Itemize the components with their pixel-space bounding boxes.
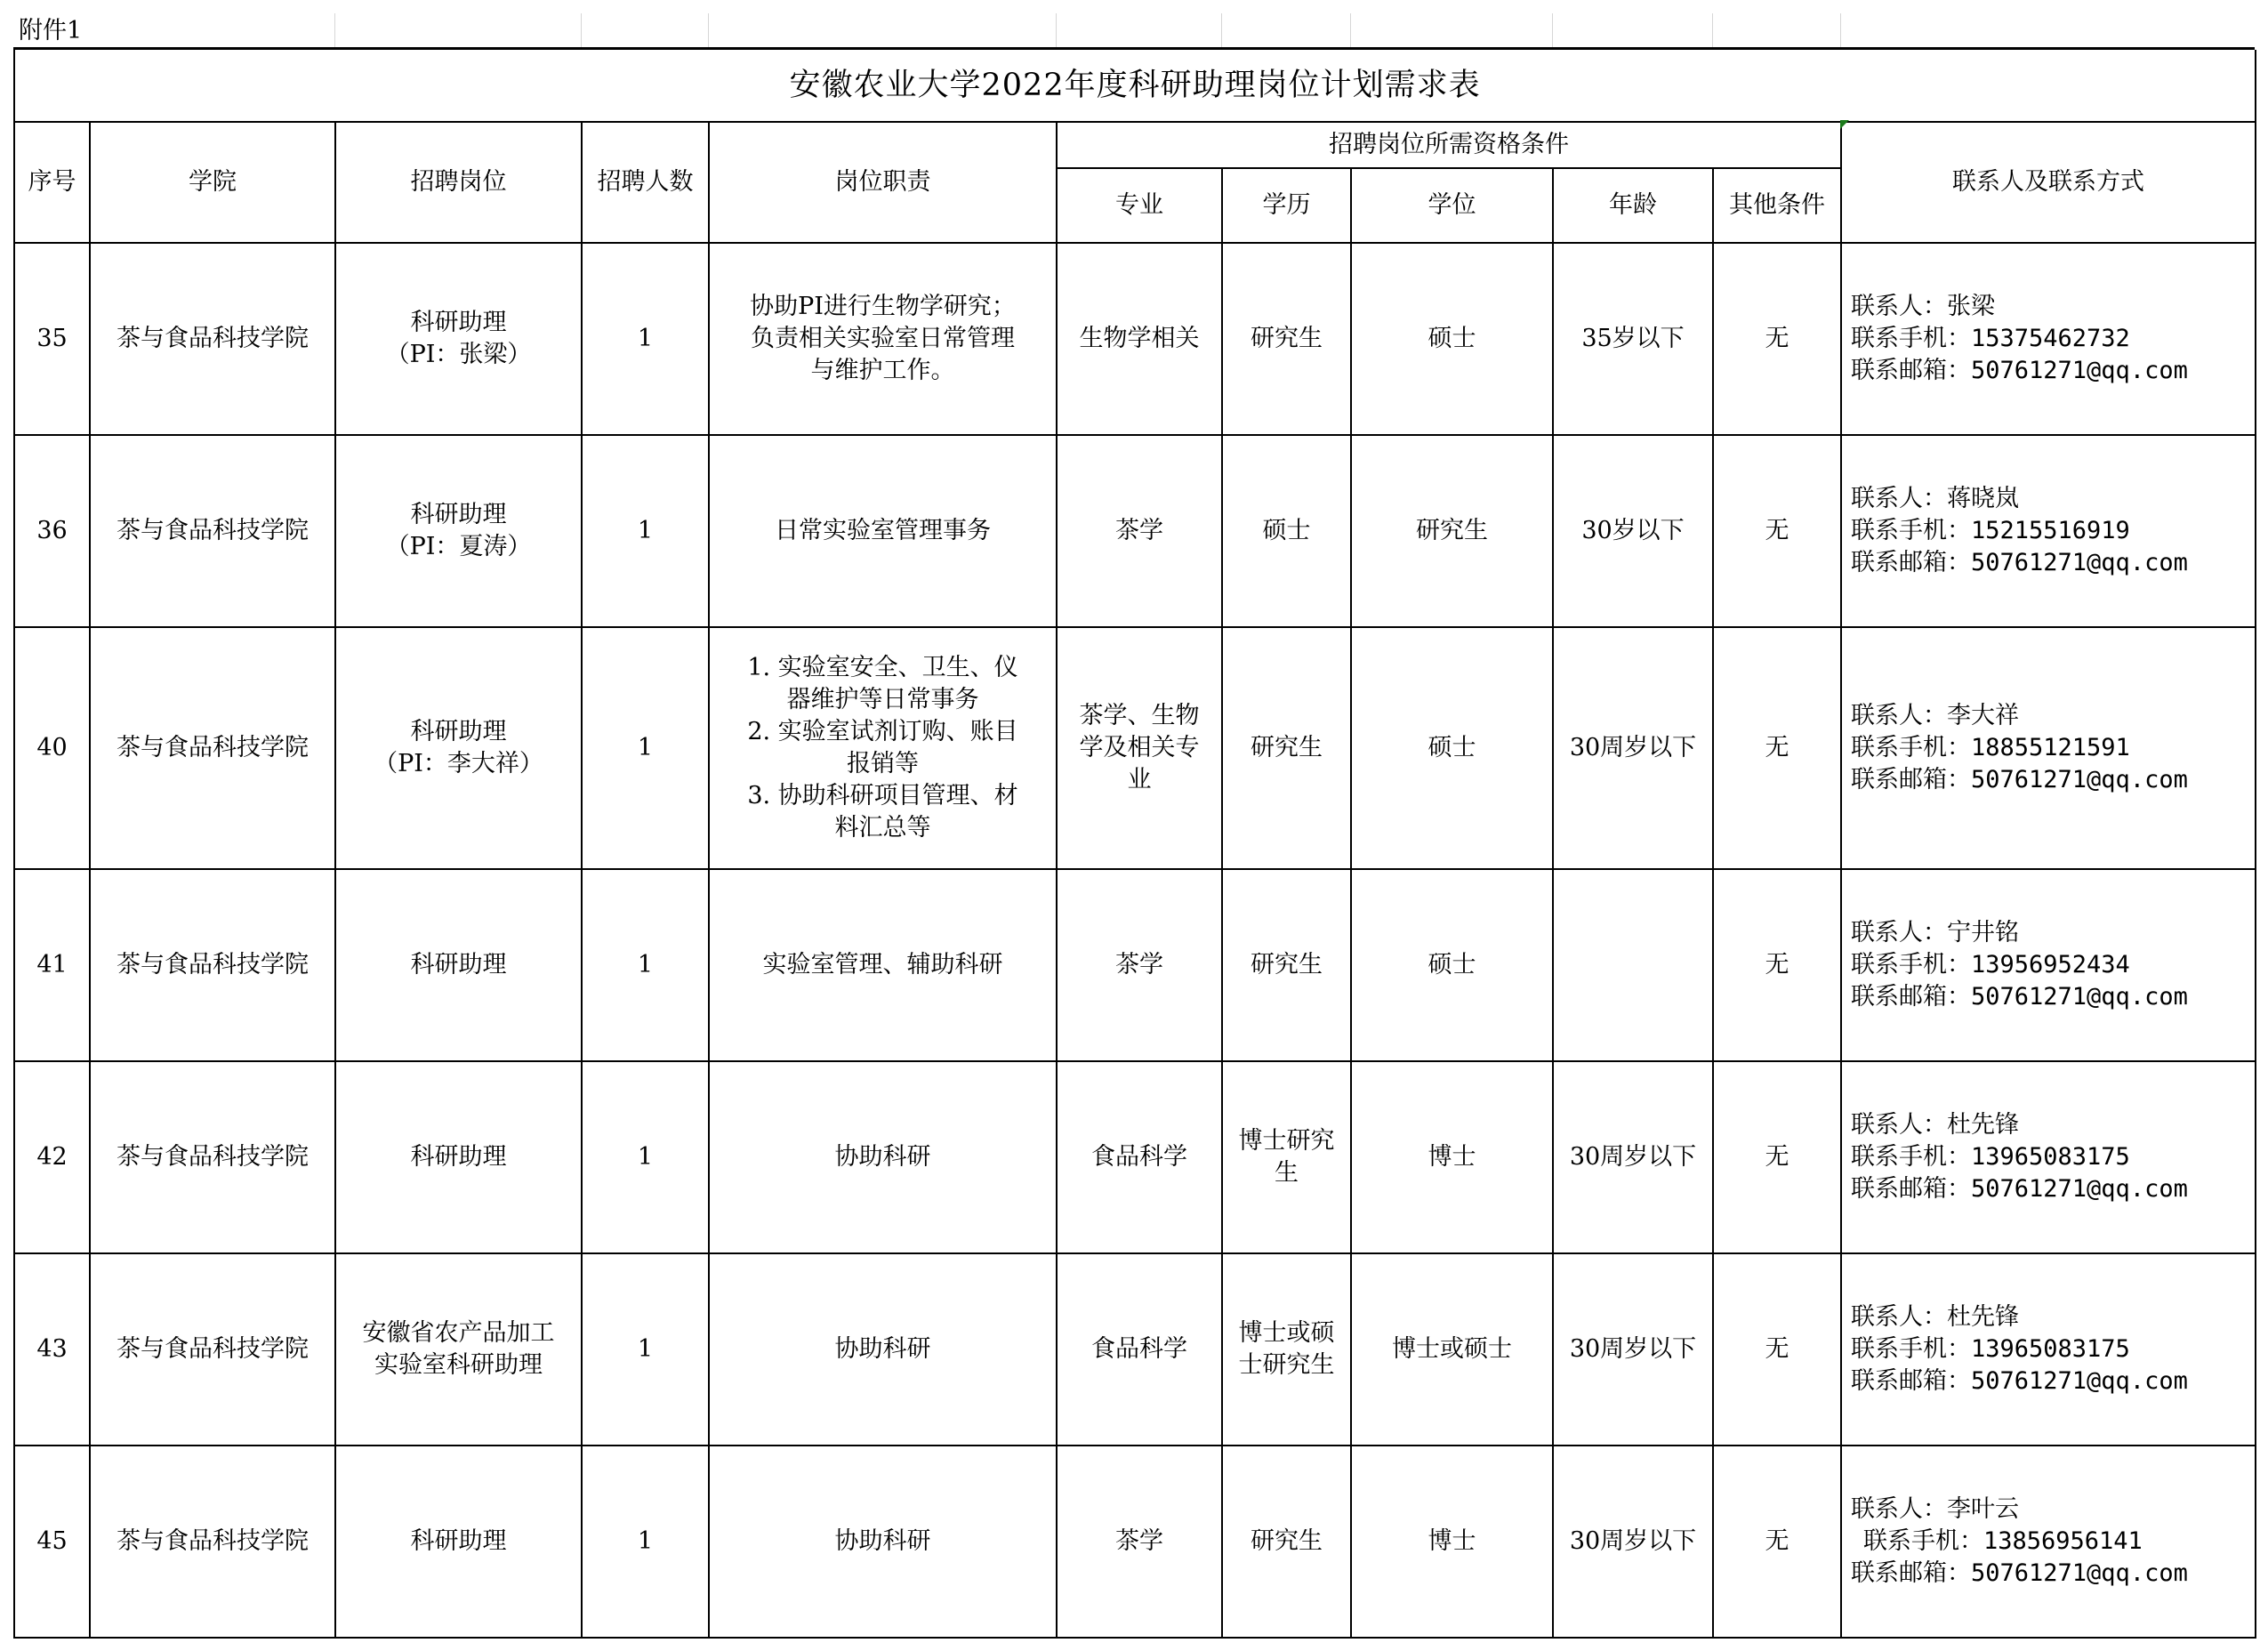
- attachment-label[interactable]: 附件1: [19, 17, 83, 44]
- cell-age[interactable]: [1553, 1061, 1713, 1253]
- cell-college[interactable]: [90, 869, 335, 1061]
- cell-other[interactable]: [1713, 869, 1841, 1061]
- duties-line: 协助科研: [834, 1527, 931, 1555]
- table-title[interactable]: 安徽农业大学2022年度科研助理岗位计划需求表: [14, 50, 2256, 122]
- contact-email: 联系邮箱：50761271@qq.com: [1851, 357, 2188, 384]
- cell-education[interactable]: [1222, 1061, 1351, 1253]
- header-other[interactable]: 其他条件: [1713, 168, 1841, 243]
- count-value: 1: [637, 734, 654, 761]
- degree-value: 硕士: [1428, 325, 1476, 352]
- duties-line: 协助科研: [834, 1143, 931, 1171]
- cell-position[interactable]: [335, 1446, 582, 1638]
- cell-contact[interactable]: [1841, 627, 2256, 869]
- contact-phone: 联系手机：15215516919: [1851, 517, 2130, 544]
- table-row: [14, 435, 2256, 627]
- other-value: 无: [1765, 517, 1789, 544]
- degree-value: 博士: [1428, 1527, 1476, 1555]
- major_lines-line: 学及相关专: [1079, 734, 1200, 761]
- cell-education[interactable]: [1222, 627, 1351, 869]
- header-education[interactable]: 学历: [1222, 168, 1351, 243]
- cell-education[interactable]: [1222, 243, 1351, 435]
- education-value: 研究生: [1251, 325, 1323, 352]
- cell-duties[interactable]: [709, 627, 1057, 869]
- cell-major[interactable]: [1057, 435, 1222, 627]
- position-line: 科研助理: [410, 951, 507, 979]
- cell-degree[interactable]: [1351, 243, 1553, 435]
- college-value: 茶与食品科技学院: [117, 951, 309, 979]
- cell-age[interactable]: [1553, 243, 1713, 435]
- cell-major[interactable]: [1057, 869, 1222, 1061]
- duties-line: 协助PI进行生物学研究；: [750, 293, 1016, 320]
- count-value: 1: [637, 1335, 654, 1363]
- cell-degree[interactable]: [1351, 435, 1553, 627]
- contact-email: 联系邮箱：50761271@qq.com: [1851, 1367, 2188, 1395]
- position-line: 科研助理: [410, 1143, 507, 1171]
- position-line: 安徽省农产品加工: [362, 1319, 555, 1347]
- duties-line: 报销等: [847, 750, 919, 777]
- attachment-row: [13, 13, 2255, 50]
- cell-contact[interactable]: [1841, 435, 2256, 627]
- contact-email: 联系邮箱：50761271@qq.com: [1851, 1559, 2188, 1587]
- cell-duties[interactable]: [709, 1061, 1057, 1253]
- age-value: 35岁以下: [1581, 325, 1685, 352]
- contact-person: 联系人：李叶云: [1851, 1495, 2019, 1523]
- cell-college[interactable]: [90, 1253, 335, 1446]
- college-value: 茶与食品科技学院: [117, 734, 309, 761]
- cell-position[interactable]: [335, 435, 582, 627]
- cell-college[interactable]: [90, 435, 335, 627]
- contact-phone: 联系手机：13856956141: [1863, 1527, 2143, 1555]
- contact-person: 联系人：蒋晓岚: [1851, 485, 2019, 512]
- header-duties[interactable]: 岗位职责: [709, 122, 1057, 243]
- duties-line: 日常实验室管理事务: [775, 517, 991, 544]
- cell-duties[interactable]: [709, 1446, 1057, 1638]
- cell-age[interactable]: [1553, 435, 1713, 627]
- header-contact[interactable]: 联系人及联系方式: [1841, 122, 2256, 243]
- recruitment-table: [13, 50, 2256, 1639]
- cell-comment-marker: [1840, 120, 1849, 129]
- cell-position[interactable]: [335, 243, 582, 435]
- seq-value: 43: [36, 1335, 68, 1363]
- contact-person: 联系人：宁井铭: [1851, 919, 2019, 946]
- education_lines-line: 士研究生: [1238, 1351, 1335, 1379]
- major-value: 生物学相关: [1079, 325, 1200, 352]
- contact-phone: 联系手机：15375462732: [1851, 325, 2130, 352]
- cell-degree[interactable]: [1351, 1446, 1553, 1638]
- degree-value: 硕士: [1428, 734, 1476, 761]
- contact-phone: 联系手机：13965083175: [1851, 1335, 2130, 1363]
- seq-value: 42: [36, 1143, 68, 1171]
- table-row: [14, 627, 2256, 869]
- cell-education[interactable]: [1222, 1253, 1351, 1446]
- duties-line: 器维护等日常事务: [786, 686, 979, 713]
- duties-line: 负责相关实验室日常管理: [751, 325, 1015, 352]
- contact-phone: 联系手机：18855121591: [1851, 734, 2130, 761]
- contact-person: 联系人：张梁: [1851, 293, 1995, 320]
- contact-email: 联系邮箱：50761271@qq.com: [1851, 983, 2188, 1011]
- cell-duties[interactable]: [709, 243, 1057, 435]
- education_lines-line: 博士或硕: [1238, 1319, 1335, 1347]
- duties-line: 协助科研: [834, 1335, 931, 1363]
- education-value: 研究生: [1251, 1527, 1323, 1555]
- count-value: 1: [637, 951, 654, 979]
- cell-major[interactable]: [1057, 1253, 1222, 1446]
- position-line: （PI：夏涛）: [385, 533, 532, 560]
- other-value: 无: [1765, 734, 1789, 761]
- cell-other[interactable]: [1713, 1253, 1841, 1446]
- other-value: 无: [1765, 951, 1789, 979]
- cell-degree[interactable]: [1351, 627, 1553, 869]
- count-value: 1: [637, 517, 654, 544]
- cell-count[interactable]: [582, 435, 709, 627]
- cell-count[interactable]: [582, 627, 709, 869]
- cell-seq[interactable]: [14, 1061, 90, 1253]
- cell-major[interactable]: [1057, 1061, 1222, 1253]
- count-value: 1: [637, 325, 654, 352]
- position-line: 科研助理: [410, 501, 507, 528]
- cell-seq[interactable]: [14, 1253, 90, 1446]
- cell-seq[interactable]: [14, 1446, 90, 1638]
- position-line: 科研助理: [410, 309, 507, 336]
- position-line: 科研助理: [410, 718, 507, 745]
- education-value: 研究生: [1251, 734, 1323, 761]
- cell-age[interactable]: [1553, 869, 1713, 1061]
- contact-phone: 联系手机：13965083175: [1851, 1143, 2130, 1171]
- position-line: （PI：李大祥）: [374, 750, 543, 777]
- cell-position[interactable]: [335, 627, 582, 869]
- header-count[interactable]: 招聘人数: [582, 122, 709, 243]
- duties-line: 2. 实验室试剂订购、账目: [747, 718, 1018, 745]
- major-value: 茶学: [1115, 1527, 1163, 1555]
- header-age[interactable]: 年龄: [1553, 168, 1713, 243]
- table-row: [14, 243, 2256, 435]
- contact-email: 联系邮箱：50761271@qq.com: [1851, 549, 2188, 576]
- duties-line: 实验室管理、辅助科研: [762, 951, 1003, 979]
- cell-age[interactable]: [1553, 627, 1713, 869]
- duties-line: 1. 实验室安全、卫生、仪: [747, 654, 1018, 681]
- cell-seq[interactable]: [14, 627, 90, 869]
- header-major[interactable]: 专业: [1057, 168, 1222, 243]
- duties-line: 料汇总等: [834, 814, 931, 842]
- table-row: [14, 1061, 2256, 1253]
- cell-major[interactable]: [1057, 1446, 1222, 1638]
- age-value: 30周岁以下: [1569, 1527, 1697, 1555]
- major-value: 茶学: [1115, 517, 1163, 544]
- age-value: 30岁以下: [1581, 517, 1685, 544]
- count-value: 1: [637, 1527, 654, 1555]
- college-value: 茶与食品科技学院: [117, 1335, 309, 1363]
- cell-contact[interactable]: [1841, 1253, 2256, 1446]
- position-line: （PI：张梁）: [385, 341, 532, 368]
- major-value: 食品科学: [1091, 1335, 1187, 1363]
- cell-position[interactable]: [335, 869, 582, 1061]
- cell-contact[interactable]: [1841, 869, 2256, 1061]
- seq-value: 40: [36, 734, 68, 761]
- cell-position[interactable]: [335, 1061, 582, 1253]
- header-position[interactable]: 招聘岗位: [335, 122, 582, 243]
- cell-other[interactable]: [1713, 243, 1841, 435]
- cell-count[interactable]: [582, 1253, 709, 1446]
- seq-value: 36: [36, 517, 68, 544]
- seq-value: 45: [36, 1527, 68, 1555]
- education-value: 研究生: [1251, 951, 1323, 979]
- contact-person: 联系人：杜先锋: [1851, 1303, 2019, 1331]
- table-row: [14, 1446, 2256, 1638]
- table-row: [14, 1253, 2256, 1446]
- position-line: 实验室科研助理: [374, 1351, 543, 1379]
- college-value: 茶与食品科技学院: [117, 1143, 309, 1171]
- header-qualifications[interactable]: 招聘岗位所需资格条件: [1057, 122, 1841, 168]
- major_lines-line: 茶学、生物: [1079, 702, 1200, 729]
- header-seq[interactable]: 序号: [14, 122, 90, 243]
- degree-value: 博士或硕士: [1392, 1335, 1512, 1363]
- major-value: 茶学: [1115, 951, 1163, 979]
- contact-phone: 联系手机：13956952434: [1851, 951, 2130, 979]
- education-value: 硕士: [1262, 517, 1311, 544]
- cell-contact[interactable]: [1841, 1061, 2256, 1253]
- cell-major[interactable]: [1057, 243, 1222, 435]
- other-value: 无: [1765, 325, 1789, 352]
- cell-duties[interactable]: [709, 435, 1057, 627]
- college-value: 茶与食品科技学院: [117, 325, 309, 352]
- cell-degree[interactable]: [1351, 1061, 1553, 1253]
- cell-age[interactable]: [1553, 1253, 1713, 1446]
- cell-education[interactable]: [1222, 1446, 1351, 1638]
- cell-seq[interactable]: [14, 869, 90, 1061]
- age-value: 30周岁以下: [1569, 1335, 1697, 1363]
- cell-other[interactable]: [1713, 627, 1841, 869]
- cell-count[interactable]: [582, 1061, 709, 1253]
- cell-other[interactable]: [1713, 1061, 1841, 1253]
- cell-contact[interactable]: [1841, 1446, 2256, 1638]
- seq-value: 35: [36, 325, 68, 352]
- header-degree[interactable]: 学位: [1351, 168, 1553, 243]
- degree-value: 博士: [1428, 1143, 1476, 1171]
- major_lines-line: 业: [1127, 766, 1152, 793]
- cell-college[interactable]: [90, 1446, 335, 1638]
- contact-email: 联系邮箱：50761271@qq.com: [1851, 766, 2188, 793]
- cell-education[interactable]: [1222, 869, 1351, 1061]
- age-value: 30周岁以下: [1569, 1143, 1697, 1171]
- duties-line: 与维护工作。: [810, 357, 955, 384]
- degree-value: 研究生: [1416, 517, 1488, 544]
- cell-duties[interactable]: [709, 1253, 1057, 1446]
- age-value: 30周岁以下: [1569, 734, 1697, 761]
- cell-degree[interactable]: [1351, 1253, 1553, 1446]
- table-row: [14, 869, 2256, 1061]
- cell-position[interactable]: [335, 1253, 582, 1446]
- seq-value: 41: [36, 951, 68, 979]
- college-value: 茶与食品科技学院: [117, 517, 309, 544]
- education_lines-line: 生: [1275, 1159, 1299, 1187]
- contact-person: 联系人：李大祥: [1851, 702, 2019, 729]
- cell-major[interactable]: [1057, 627, 1222, 869]
- other-value: 无: [1765, 1143, 1789, 1171]
- cell-college[interactable]: [90, 243, 335, 435]
- duties-line: 3. 协助科研项目管理、材: [747, 782, 1018, 809]
- cell-college[interactable]: [90, 627, 335, 869]
- cell-degree[interactable]: [1351, 869, 1553, 1061]
- cell-other[interactable]: [1713, 435, 1841, 627]
- major-value: 食品科学: [1091, 1143, 1187, 1171]
- contact-email: 联系邮箱：50761271@qq.com: [1851, 1175, 2188, 1203]
- header-college[interactable]: 学院: [90, 122, 335, 243]
- other-value: 无: [1765, 1527, 1789, 1555]
- cell-other[interactable]: [1713, 1446, 1841, 1638]
- contact-person: 联系人：杜先锋: [1851, 1111, 2019, 1139]
- cell-count[interactable]: [582, 243, 709, 435]
- count-value: 1: [637, 1143, 654, 1171]
- position-line: 科研助理: [410, 1527, 507, 1555]
- cell-education[interactable]: [1222, 435, 1351, 627]
- degree-value: 硕士: [1428, 951, 1476, 979]
- cell-duties[interactable]: [709, 869, 1057, 1061]
- cell-seq[interactable]: [14, 243, 90, 435]
- education_lines-line: 博士研究: [1238, 1127, 1335, 1155]
- cell-contact[interactable]: [1841, 243, 2256, 435]
- cell-count[interactable]: [582, 869, 709, 1061]
- spreadsheet: [13, 13, 2255, 1639]
- cell-college[interactable]: [90, 1061, 335, 1253]
- cell-age[interactable]: [1553, 1446, 1713, 1638]
- college-value: 茶与食品科技学院: [117, 1527, 309, 1555]
- cell-count[interactable]: [582, 1446, 709, 1638]
- other-value: 无: [1765, 1335, 1789, 1363]
- cell-seq[interactable]: [14, 435, 90, 627]
